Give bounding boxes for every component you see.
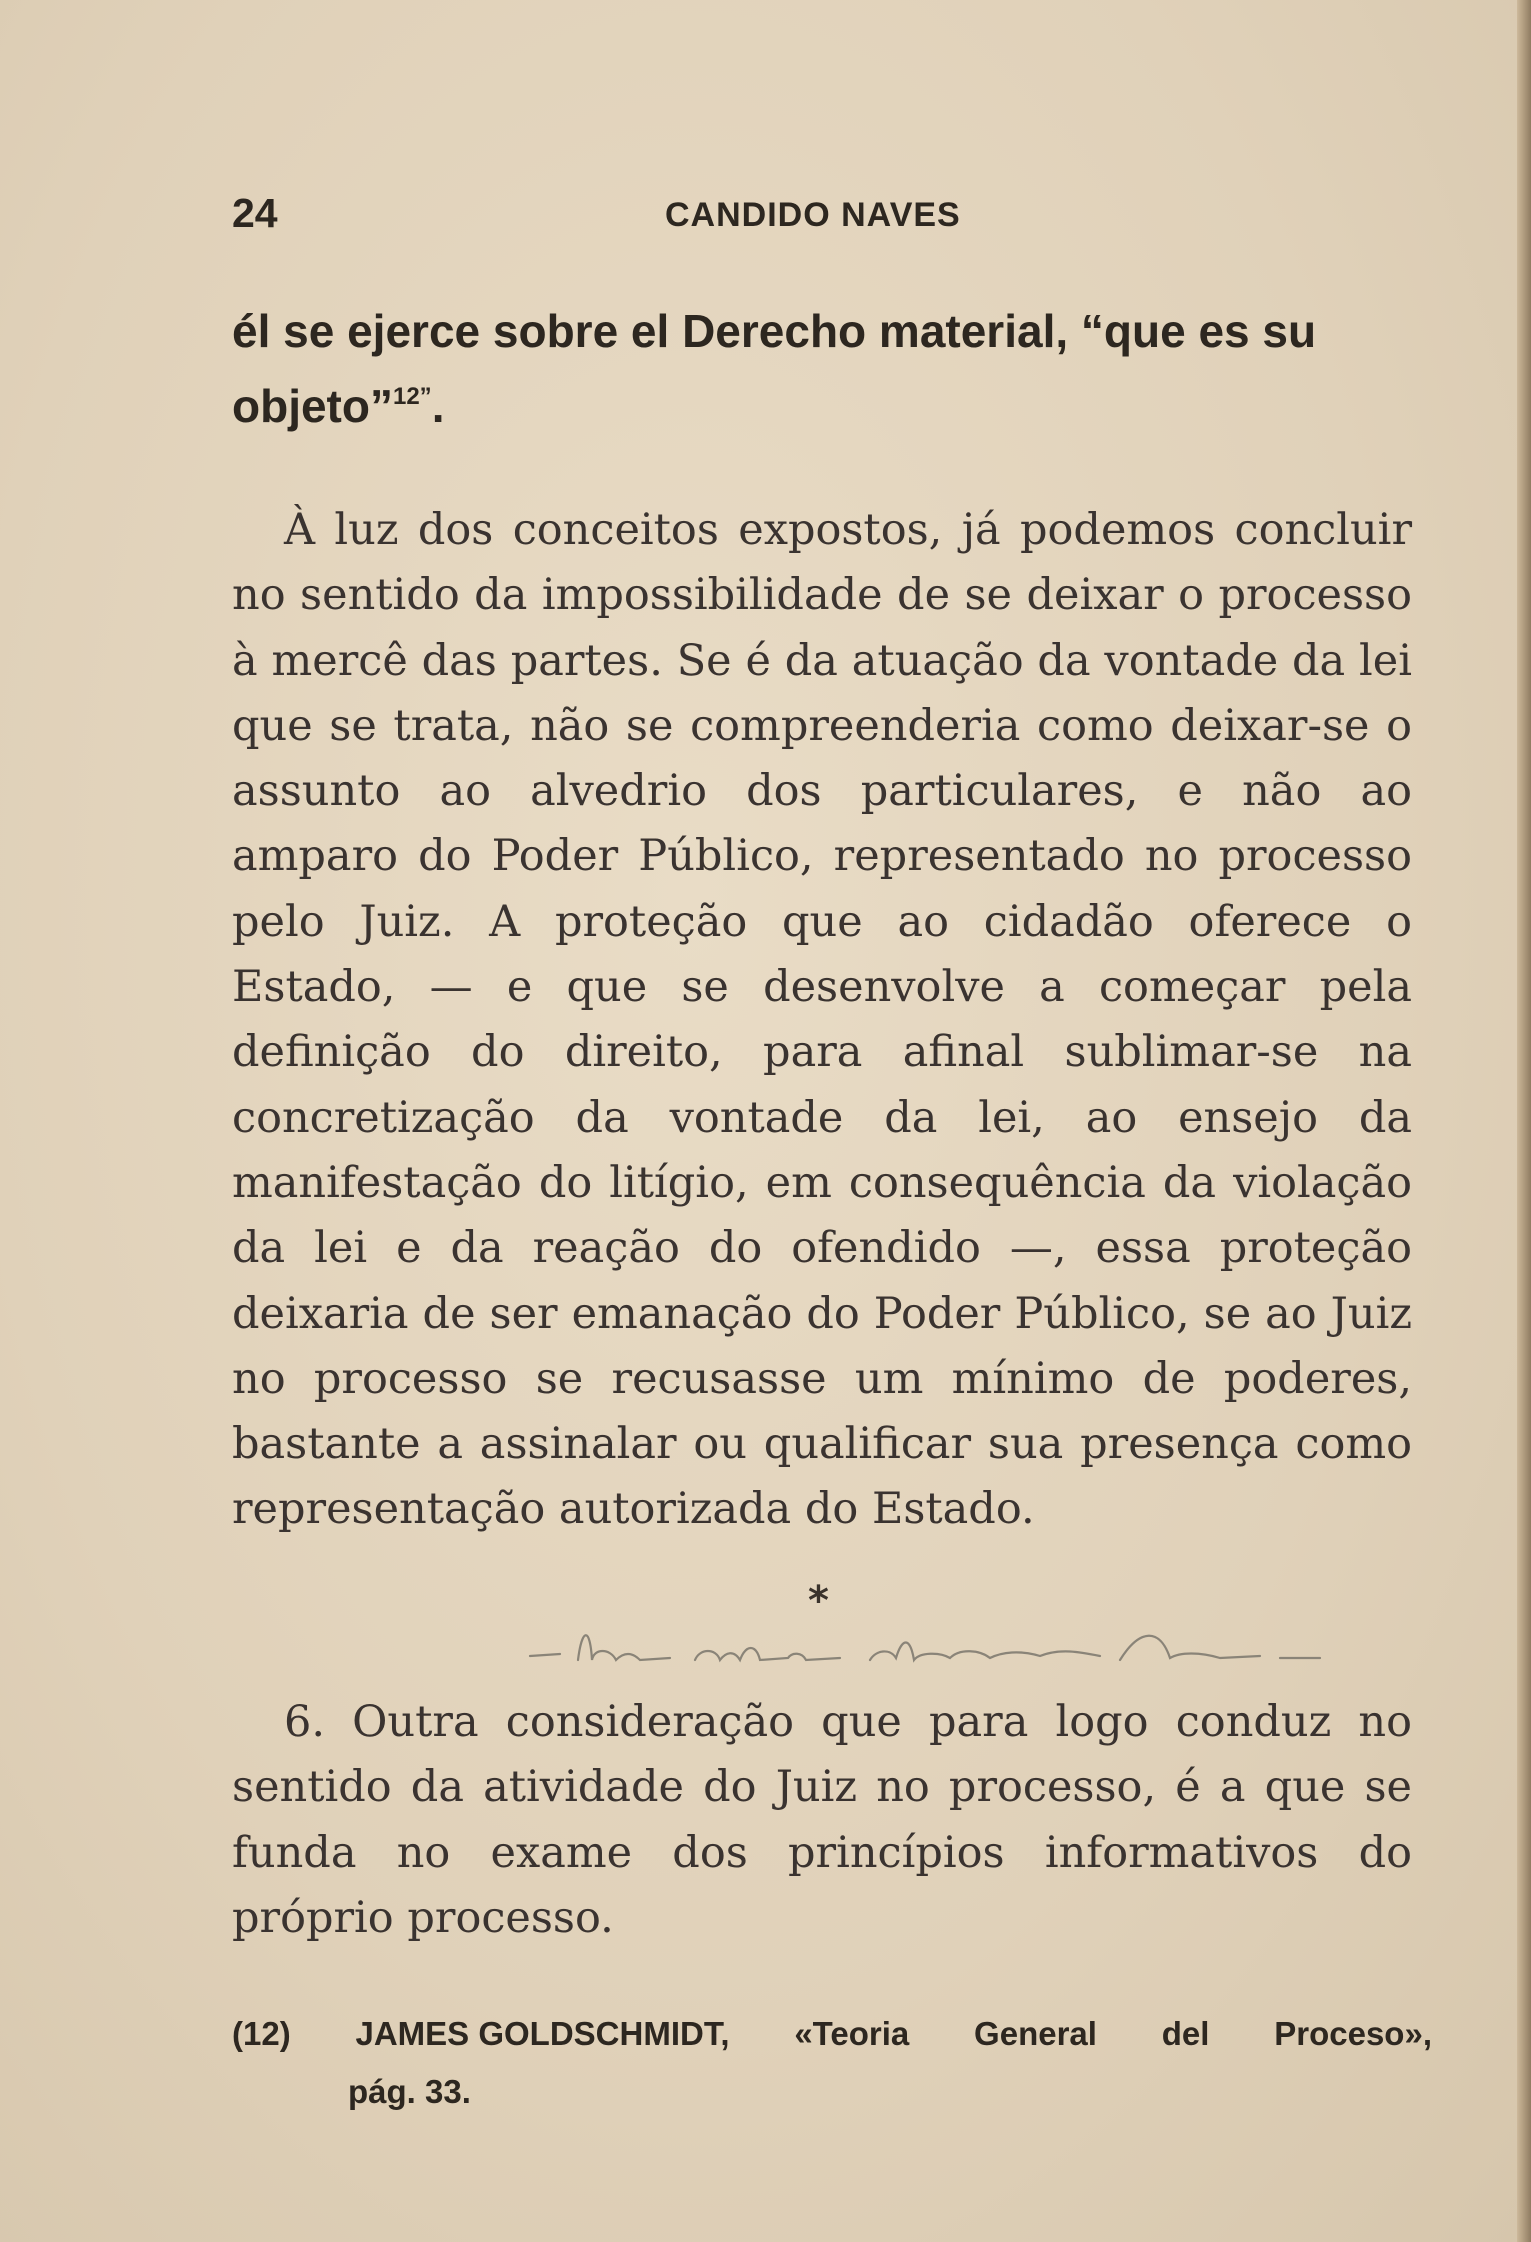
footnote	[232, 2005, 1432, 2121]
footnote-pages: pág. 33.	[348, 2073, 471, 2110]
page-edge	[1517, 0, 1531, 2242]
quote-line-2-end: .	[431, 380, 445, 432]
footnote-work-word: General	[974, 2015, 1097, 2052]
quoted-text	[232, 298, 1412, 439]
quote-line-2-text: objeto”	[232, 380, 393, 432]
quote-line-2	[232, 364, 1412, 439]
paragraph-2: 6. Outra consideração que para logo conduz no sentido da atividade do Juiz no processo, é a que se funda no exame dos princípios informativos do próprio processo.	[232, 1697, 1412, 1943]
footnote-author: JAMES GOLDSCHMIDT,	[355, 2015, 730, 2052]
footnote-line-1	[232, 2005, 1432, 2063]
footnote-reference: 12”	[392, 383, 432, 410]
footnote-number: (12)	[232, 2015, 291, 2052]
handwritten-annotation	[520, 1608, 1380, 1688]
page-number: 24	[232, 190, 278, 236]
footnote-work-word: Proceso»,	[1274, 2015, 1432, 2052]
quote-line-1: él se ejerce sobre el Derecho material, “que es su	[232, 305, 1317, 357]
running-title: CANDIDO NAVES	[665, 196, 961, 234]
paragraph-1: À luz dos conceitos expostos, já podemos concluir no sentido da impossibilidade de se deixar o processo à mercê das partes. Se é da atuação da vontade da lei que se trata, não se compreenderia como deixar-se o assunto ao alvedrio dos particulares, e não ao amparo do Poder Público, representado no processo pelo Juiz. A proteção que ao cidadão oferece o Estado, — e que se desenvolve a começar pela definição do direito, para afinal sublimar-se na concretização da vontade da lei, ao ensejo da manifestação do litígio, em consequência da violação da lei e da reação do ofendido —, essa proteção deixaria de ser emanação do Poder Público, se ao Juiz no processo se recusasse um mínimo de poderes, bastante a assinalar ou qualificar sua presença como representação autorizada do Estado.	[232, 505, 1412, 1535]
footnote-work-word: del	[1161, 2015, 1210, 2052]
footnote-work-word: «Teoria	[794, 2015, 910, 2052]
section-separator: *	[808, 1578, 829, 1624]
running-header	[232, 190, 1412, 250]
